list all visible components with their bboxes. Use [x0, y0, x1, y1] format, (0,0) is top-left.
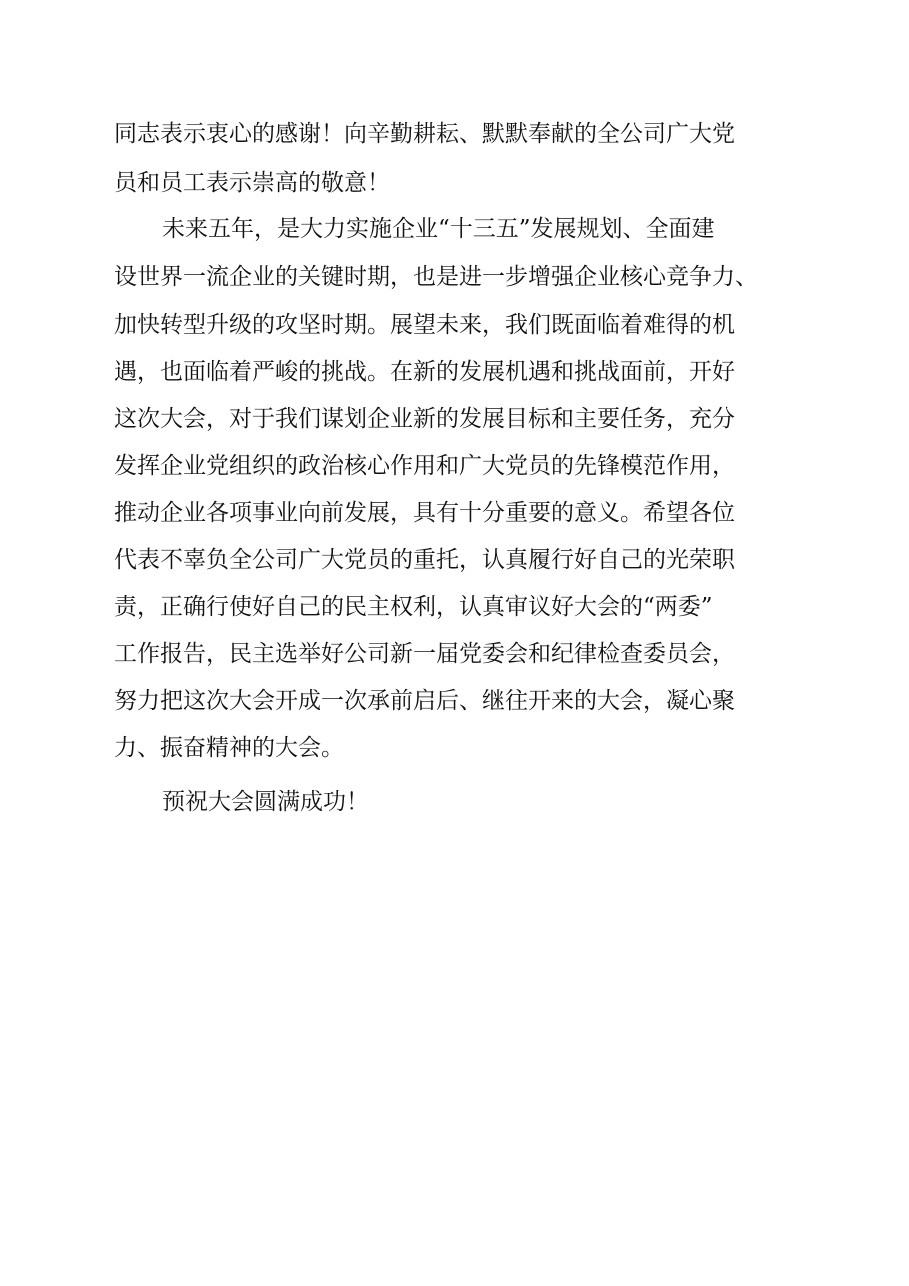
- text-line: 推动企业各项事业向前发展，具有十分重要的意义。希望各位: [114, 500, 735, 526]
- text-line: 责，正确行使好自己的民主权利，认真审议好大会的“两委”: [114, 594, 713, 620]
- paragraph-first-line: 未来五年，是大力实施企业“十三五”发展规划、全面建: [162, 216, 715, 242]
- text-line: 努力把这次大会开成一次承前启后、继往开来的大会，凝心聚: [114, 688, 735, 714]
- text-line: 同志表示衷心的感谢！向辛勤耕耘、默默奉献的全公司广大党: [114, 121, 735, 147]
- text-line: 这次大会，对于我们谋划企业新的发展目标和主要任务，充分: [114, 406, 735, 432]
- closing-line: 预祝大会圆满成功！: [162, 789, 369, 815]
- text-line: 发挥企业党组织的政治核心作用和广大党员的先锋模范作用，: [114, 453, 735, 479]
- text-line: 代表不辜负全公司广大党员的重托，认真履行好自己的光荣职: [114, 547, 735, 573]
- text-line: 加快转型升级的攻坚时期。展望未来，我们既面临着难得的机: [114, 312, 735, 338]
- text-line: 设世界一流企业的关键时期，也是进一步增强企业核心竞争力、: [114, 264, 758, 290]
- text-line: 工作报告，民主选举好公司新一届党委会和纪律检查委员会，: [114, 641, 735, 667]
- text-line: 员和员工表示崇高的敬意！: [114, 170, 390, 196]
- text-line: 遇，也面临着严峻的挑战。在新的发展机遇和挑战面前，开好: [114, 359, 735, 385]
- text-line: 力、振奋精神的大会。: [114, 735, 344, 761]
